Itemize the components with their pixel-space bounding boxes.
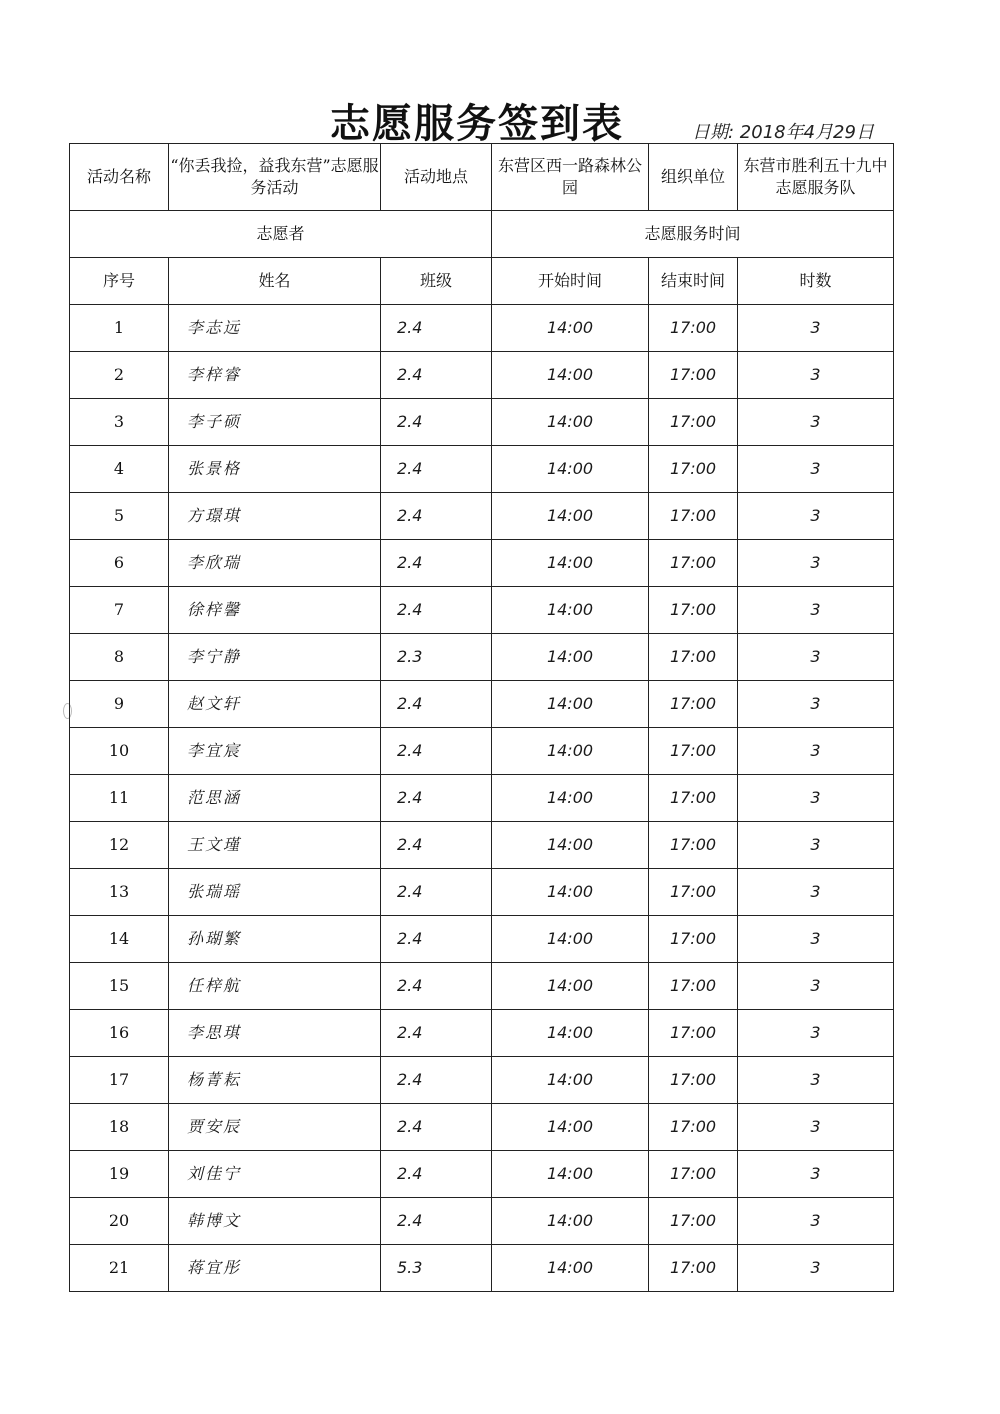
start-time-value: 14:00 bbox=[492, 775, 649, 822]
volunteer-name-signature: 王文瑾 bbox=[169, 822, 381, 869]
row-number: 3 bbox=[70, 399, 169, 446]
volunteer-name-signature: 李欣瑞 bbox=[169, 540, 381, 587]
column-header-end: 结束时间 bbox=[649, 258, 738, 305]
end-time-value: 17:00 bbox=[649, 1057, 738, 1104]
column-header-class: 班级 bbox=[381, 258, 492, 305]
table-row bbox=[70, 1057, 894, 1104]
row-number: 8 bbox=[70, 634, 169, 681]
end-time-value: 17:00 bbox=[649, 399, 738, 446]
volunteer-group-header: 志愿者 bbox=[70, 211, 492, 258]
group-header-row bbox=[70, 211, 894, 258]
volunteer-name-signature: 徐梓馨 bbox=[169, 587, 381, 634]
table-row bbox=[70, 587, 894, 634]
end-time-value: 17:00 bbox=[649, 493, 738, 540]
row-number: 7 bbox=[70, 587, 169, 634]
volunteer-name-signature: 任梓航 bbox=[169, 963, 381, 1010]
table-row bbox=[70, 728, 894, 775]
page-title: 志愿服务签到表 bbox=[330, 101, 624, 147]
table-row bbox=[70, 822, 894, 869]
volunteer-name-signature: 张瑞瑶 bbox=[169, 869, 381, 916]
class-value: 2.4 bbox=[381, 681, 492, 728]
hours-value: 3 bbox=[738, 869, 894, 916]
end-time-value: 17:00 bbox=[649, 1104, 738, 1151]
hours-value: 3 bbox=[738, 775, 894, 822]
hours-value: 3 bbox=[738, 1010, 894, 1057]
class-value: 2.4 bbox=[381, 1198, 492, 1245]
row-number: 12 bbox=[70, 822, 169, 869]
service-time-group-header: 志愿服务时间 bbox=[492, 211, 894, 258]
sign-date: 日期: 2018年4月29日 bbox=[692, 122, 874, 143]
class-value: 2.4 bbox=[381, 1104, 492, 1151]
hours-value: 3 bbox=[738, 352, 894, 399]
row-number: 19 bbox=[70, 1151, 169, 1198]
start-time-value: 14:00 bbox=[492, 822, 649, 869]
start-time-value: 14:00 bbox=[492, 1104, 649, 1151]
row-number: 15 bbox=[70, 963, 169, 1010]
volunteer-name-signature: 李思琪 bbox=[169, 1010, 381, 1057]
table-row bbox=[70, 775, 894, 822]
hours-value: 3 bbox=[738, 822, 894, 869]
table-row bbox=[70, 916, 894, 963]
hours-value: 3 bbox=[738, 399, 894, 446]
class-value: 2.4 bbox=[381, 775, 492, 822]
class-value: 2.4 bbox=[381, 493, 492, 540]
table-row bbox=[70, 963, 894, 1010]
class-value: 2.4 bbox=[381, 869, 492, 916]
start-time-value: 14:00 bbox=[492, 1010, 649, 1057]
start-time-value: 14:00 bbox=[492, 305, 649, 352]
table-row bbox=[70, 634, 894, 681]
end-time-value: 17:00 bbox=[649, 352, 738, 399]
class-value: 2.4 bbox=[381, 305, 492, 352]
class-value: 2.4 bbox=[381, 822, 492, 869]
column-header-row bbox=[70, 258, 894, 305]
row-number: 17 bbox=[70, 1057, 169, 1104]
start-time-value: 14:00 bbox=[492, 1198, 649, 1245]
table-row bbox=[70, 869, 894, 916]
row-number: 4 bbox=[70, 446, 169, 493]
table-row bbox=[70, 399, 894, 446]
table-row bbox=[70, 540, 894, 587]
volunteer-name-signature: 范思涵 bbox=[169, 775, 381, 822]
class-value: 2.4 bbox=[381, 1010, 492, 1057]
hours-value: 3 bbox=[738, 1198, 894, 1245]
volunteer-name-signature: 李子硕 bbox=[169, 399, 381, 446]
end-time-value: 17:00 bbox=[649, 916, 738, 963]
volunteer-name-signature: 杨菁耘 bbox=[169, 1057, 381, 1104]
table-row bbox=[70, 1104, 894, 1151]
end-time-value: 17:00 bbox=[649, 1245, 738, 1292]
row-number: 20 bbox=[70, 1198, 169, 1245]
hours-value: 3 bbox=[738, 446, 894, 493]
hours-value: 3 bbox=[738, 587, 894, 634]
table-row bbox=[70, 1010, 894, 1057]
column-header-name: 姓名 bbox=[169, 258, 381, 305]
class-value: 2.3 bbox=[381, 634, 492, 681]
hours-value: 3 bbox=[738, 963, 894, 1010]
row-number: 1 bbox=[70, 305, 169, 352]
end-time-value: 17:00 bbox=[649, 305, 738, 352]
column-header-no: 序号 bbox=[70, 258, 169, 305]
end-time-value: 17:00 bbox=[649, 822, 738, 869]
class-value: 2.4 bbox=[381, 963, 492, 1010]
end-time-value: 17:00 bbox=[649, 869, 738, 916]
start-time-value: 14:00 bbox=[492, 728, 649, 775]
start-time-value: 14:00 bbox=[492, 634, 649, 681]
end-time-value: 17:00 bbox=[649, 728, 738, 775]
class-value: 2.4 bbox=[381, 446, 492, 493]
class-value: 2.4 bbox=[381, 399, 492, 446]
volunteer-name-signature: 李梓睿 bbox=[169, 352, 381, 399]
volunteer-name-signature: 方璟琪 bbox=[169, 493, 381, 540]
class-value: 2.4 bbox=[381, 352, 492, 399]
table-row bbox=[70, 446, 894, 493]
column-header-hours: 时数 bbox=[738, 258, 894, 305]
volunteer-name-signature: 张景格 bbox=[169, 446, 381, 493]
end-time-value: 17:00 bbox=[649, 963, 738, 1010]
row-number: 10 bbox=[70, 728, 169, 775]
class-value: 2.4 bbox=[381, 587, 492, 634]
table-row bbox=[70, 1151, 894, 1198]
table-row bbox=[70, 352, 894, 399]
location-value: 东营区西一路森林公园 bbox=[492, 144, 649, 211]
row-number: 9 bbox=[70, 681, 169, 728]
class-value: 5.3 bbox=[381, 1245, 492, 1292]
volunteer-name-signature: 孙瑚繁 bbox=[169, 916, 381, 963]
hours-value: 3 bbox=[738, 681, 894, 728]
start-time-value: 14:00 bbox=[492, 963, 649, 1010]
volunteer-name-signature: 刘佳宁 bbox=[169, 1151, 381, 1198]
row-number: 2 bbox=[70, 352, 169, 399]
hours-value: 3 bbox=[738, 1151, 894, 1198]
class-value: 2.4 bbox=[381, 916, 492, 963]
start-time-value: 14:00 bbox=[492, 1057, 649, 1104]
end-time-value: 17:00 bbox=[649, 1151, 738, 1198]
start-time-value: 14:00 bbox=[492, 399, 649, 446]
class-value: 2.4 bbox=[381, 728, 492, 775]
end-time-value: 17:00 bbox=[649, 681, 738, 728]
organizer-label: 组织单位 bbox=[649, 144, 738, 211]
hours-value: 3 bbox=[738, 305, 894, 352]
start-time-value: 14:00 bbox=[492, 1151, 649, 1198]
end-time-value: 17:00 bbox=[649, 634, 738, 681]
row-number: 18 bbox=[70, 1104, 169, 1151]
class-value: 2.4 bbox=[381, 1057, 492, 1104]
volunteer-name-signature: 赵文轩 bbox=[169, 681, 381, 728]
volunteer-name-signature: 李宜宸 bbox=[169, 728, 381, 775]
start-time-value: 14:00 bbox=[492, 540, 649, 587]
row-number: 6 bbox=[70, 540, 169, 587]
activity-info-row bbox=[70, 144, 894, 211]
location-label: 活动地点 bbox=[381, 144, 492, 211]
row-number: 11 bbox=[70, 775, 169, 822]
hours-value: 3 bbox=[738, 540, 894, 587]
start-time-value: 14:00 bbox=[492, 587, 649, 634]
volunteer-name-signature: 李宁静 bbox=[169, 634, 381, 681]
hours-value: 3 bbox=[738, 1057, 894, 1104]
table-row bbox=[70, 1198, 894, 1245]
row-number: 5 bbox=[70, 493, 169, 540]
start-time-value: 14:00 bbox=[492, 1245, 649, 1292]
end-time-value: 17:00 bbox=[649, 1198, 738, 1245]
column-header-start: 开始时间 bbox=[492, 258, 649, 305]
volunteer-name-signature: 蒋宜彤 bbox=[169, 1245, 381, 1292]
hours-value: 3 bbox=[738, 916, 894, 963]
start-time-value: 14:00 bbox=[492, 916, 649, 963]
row-number: 21 bbox=[70, 1245, 169, 1292]
start-time-value: 14:00 bbox=[492, 681, 649, 728]
table-row bbox=[70, 493, 894, 540]
start-time-value: 14:00 bbox=[492, 493, 649, 540]
end-time-value: 17:00 bbox=[649, 775, 738, 822]
row-number: 13 bbox=[70, 869, 169, 916]
row-number: 16 bbox=[70, 1010, 169, 1057]
end-time-value: 17:00 bbox=[649, 587, 738, 634]
activity-name-value: “你丢我捡，益我东营”志愿服务活动 bbox=[169, 144, 381, 211]
row-number: 14 bbox=[70, 916, 169, 963]
hours-value: 3 bbox=[738, 1245, 894, 1292]
hours-value: 3 bbox=[738, 493, 894, 540]
volunteer-name-signature: 韩博文 bbox=[169, 1198, 381, 1245]
hours-value: 3 bbox=[738, 728, 894, 775]
organizer-value: 东营市胜利五十九中志愿服务队 bbox=[738, 144, 894, 211]
table-row bbox=[70, 1245, 894, 1292]
end-time-value: 17:00 bbox=[649, 540, 738, 587]
volunteer-name-signature: 李志远 bbox=[169, 305, 381, 352]
end-time-value: 17:00 bbox=[649, 1010, 738, 1057]
start-time-value: 14:00 bbox=[492, 352, 649, 399]
table-row bbox=[70, 305, 894, 352]
class-value: 2.4 bbox=[381, 540, 492, 587]
end-time-value: 17:00 bbox=[649, 446, 738, 493]
volunteer-name-signature: 贾安辰 bbox=[169, 1104, 381, 1151]
start-time-value: 14:00 bbox=[492, 869, 649, 916]
class-value: 2.4 bbox=[381, 1151, 492, 1198]
hours-value: 3 bbox=[738, 634, 894, 681]
table-row bbox=[70, 681, 894, 728]
start-time-value: 14:00 bbox=[492, 446, 649, 493]
sign-in-table bbox=[69, 143, 894, 1292]
hours-value: 3 bbox=[738, 1104, 894, 1151]
activity-name-label: 活动名称 bbox=[70, 144, 169, 211]
